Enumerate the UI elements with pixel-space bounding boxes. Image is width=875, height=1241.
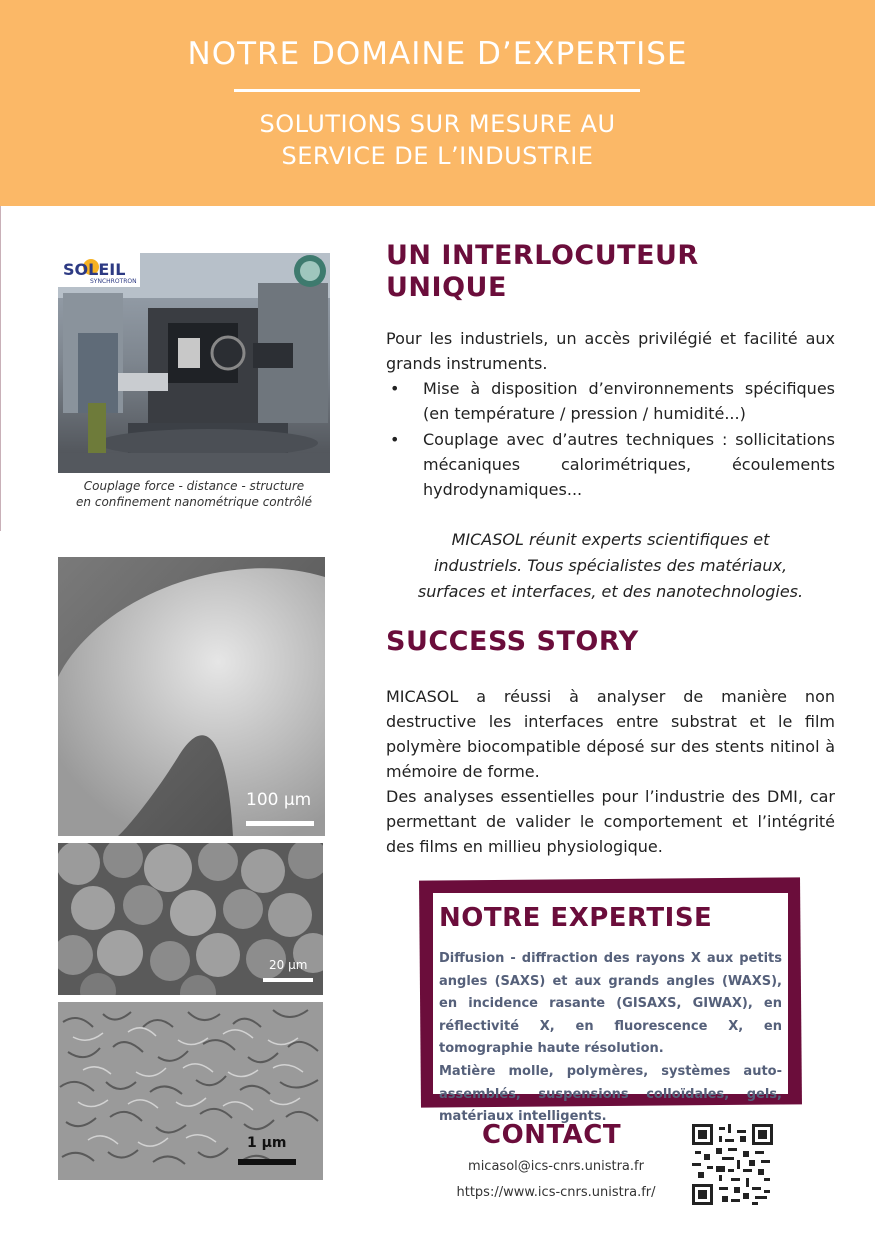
- bullet-dot: •: [390, 379, 400, 398]
- subtitle-line-2: SERVICE DE L’INDUSTRIE: [281, 142, 594, 170]
- contact-email[interactable]: micasol@ics-cnrs.unistra.fr: [468, 1159, 644, 1174]
- scale-bar: [238, 1159, 296, 1165]
- page-subtitle: [0, 108, 875, 172]
- scale-label-1um: 1 µm: [247, 1135, 287, 1151]
- quote-line-1: MICASOL réunit experts scientifiques et: [451, 530, 770, 549]
- contact-url[interactable]: https://www.ics-cnrs.unistra.fr/: [456, 1185, 656, 1200]
- success-paragraph-1: MICASOL a réussi à analyser de manière non destructive les interfaces entre substrat et le film polymère biocompatible déposé sur des stents nitinol à mémoire de forme.: [386, 687, 835, 781]
- page-title: NOTRE DOMAINE D’EXPERTISE: [187, 36, 688, 72]
- expertise-text: [439, 948, 782, 1129]
- scale-label-100um: 100 µm: [246, 790, 312, 810]
- caption-line-1: Couplage force - distance - structure: [83, 479, 305, 493]
- banner-divider: [234, 89, 640, 92]
- expertise-title: NOTRE EXPERTISE: [439, 903, 713, 933]
- header-banner: [0, 0, 875, 206]
- subtitle-line-1: SOLUTIONS SUR MESURE AU: [259, 110, 616, 138]
- photo-caption: [58, 478, 330, 510]
- synchrotron-photo: [58, 253, 330, 473]
- quote-block: [386, 527, 835, 605]
- stent-micrograph: [58, 557, 325, 836]
- bullet-text: Mise à disposition d’environnements spécifiques (en température / pression / humidité...): [423, 379, 835, 423]
- surface-micrograph: [58, 843, 323, 995]
- fibrous-micrograph: [58, 1002, 323, 1180]
- bullet-item: [386, 376, 835, 426]
- scale-bar: [246, 821, 314, 826]
- side-divider: [0, 206, 1, 531]
- heading-line-2: UNIQUE: [386, 272, 507, 303]
- success-paragraph-2: Des analyses essentielles pour l’industrie des DMI, car permettant de valider le comportement et l’intégrité des films en millieu physiologique.: [386, 787, 835, 856]
- quote-line-2: industriels. Tous spécialistes des matériaux,: [433, 556, 788, 575]
- bullet-dot: •: [390, 430, 400, 449]
- bullet-text: Couplage avec d’autres techniques : sollicitations mécaniques calorimétriques, écoulements hydrodynamiques...: [423, 430, 835, 499]
- quote-line-3: surfaces et interfaces, et des nanotechnologies.: [417, 582, 804, 601]
- bullet-item: [386, 427, 835, 502]
- heading-line-1: UN INTERLOCUTEUR: [386, 240, 699, 271]
- expertise-text-1: Diffusion - diffraction des rayons X aux petits angles (SAXS) et aux grands angles (WAXS), en incidence rasante (GISAXS, GIWAX), en réflectivité X, en fluorescence X, en tomographie haute résolution.: [439, 951, 782, 1057]
- soleil-logo-text: SOLEIL: [63, 260, 126, 279]
- section-heading-success-story: SUCCESS STORY: [386, 626, 639, 657]
- qr-code-icon[interactable]: [692, 1124, 773, 1205]
- scale-bar: [263, 978, 313, 982]
- section-heading-interlocuteur: [386, 240, 699, 304]
- intro-paragraph: Pour les industriels, un accès privilégié et facilité aux grands instruments.: [386, 329, 835, 373]
- soleil-logo-subtext: SYNCHROTRON: [90, 278, 137, 285]
- scale-label-20um: 20 µm: [269, 958, 308, 972]
- contact-title: CONTACT: [482, 1120, 622, 1150]
- caption-line-2: en confinement nanométrique contrôlé: [76, 495, 312, 509]
- expertise-text-2: Matière molle, polymères, systèmes auto-assemblés, suspensions colloïdales, gels, matériaux intelligents.: [439, 1063, 782, 1125]
